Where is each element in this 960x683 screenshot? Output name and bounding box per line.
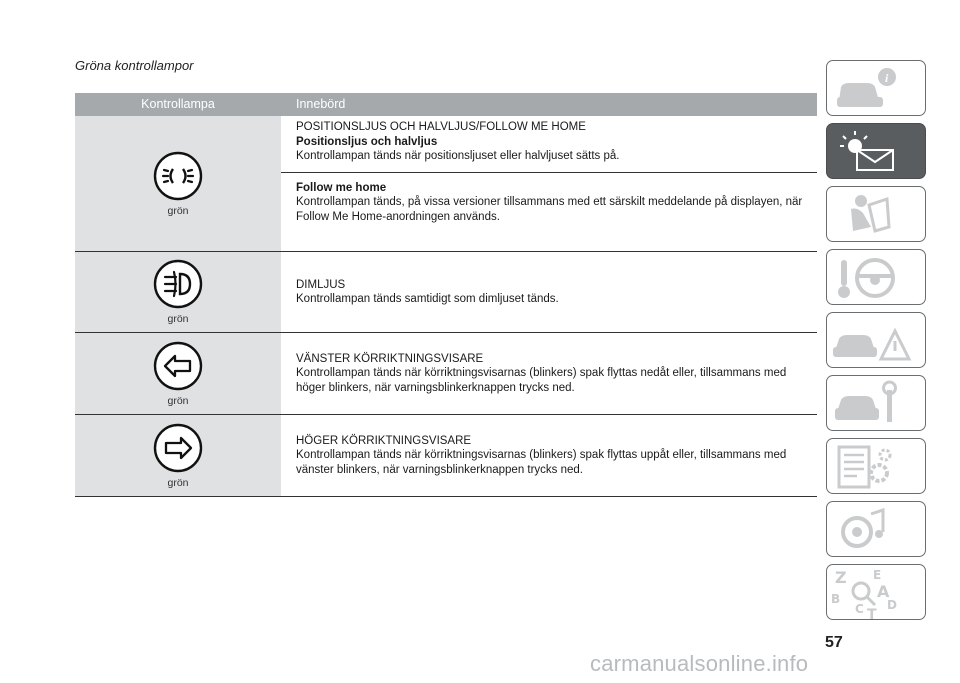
tab-emergency[interactable] — [826, 312, 926, 368]
description-text: Kontrollampan tänds samtidigt som dimljuset tänds. — [296, 293, 559, 305]
airbag-seat-icon — [827, 187, 926, 242]
warning-light-table — [75, 93, 817, 497]
car-wrench-icon — [827, 376, 926, 431]
header-kontrollampa: Kontrollampa — [141, 97, 215, 111]
index-letter: B — [831, 592, 841, 606]
description-cell — [281, 116, 817, 251]
table-row — [75, 252, 817, 333]
table-header — [75, 93, 817, 116]
header-innebord: Innebörd — [296, 97, 346, 111]
svg-text:i: i — [885, 71, 889, 85]
right-arrow-icon — [153, 423, 203, 473]
tab-multimedia[interactable] — [826, 501, 926, 557]
warning-light-envelope-icon — [827, 124, 926, 179]
document-gear-icon — [827, 439, 926, 494]
index-letter: E — [873, 568, 882, 582]
subheading: Positionsljus och halvljus — [296, 135, 438, 148]
table-row — [75, 333, 817, 415]
car-crash-warning-icon — [827, 313, 926, 368]
tab-maintenance[interactable] — [826, 375, 926, 431]
tab-safety[interactable] — [826, 186, 926, 242]
index-letter: C — [855, 602, 864, 616]
row-heading: POSITIONSLJUS OCH HALVLJUS/FOLLOW ME HOME — [296, 121, 586, 133]
steering-wheel-key-icon — [827, 250, 926, 305]
color-label: grön — [167, 313, 189, 325]
tab-warning-lights[interactable] — [826, 123, 926, 179]
fog-light-icon — [153, 259, 203, 309]
subheading: Follow me home — [296, 181, 387, 194]
description-cell — [281, 252, 817, 332]
description-cell — [281, 333, 817, 414]
index-letter: Z — [835, 568, 847, 587]
row-heading: DIMLJUS — [296, 278, 346, 291]
tab-index[interactable] — [826, 564, 926, 620]
icon-cell — [75, 333, 281, 414]
description-text: Kontrollampan tänds, på vissa versioner tillsammans med ett särskilt meddelande på displayen, när Follow Me Home-anordningen används. — [296, 196, 803, 223]
index-letter: A — [877, 582, 890, 601]
left-arrow-icon — [153, 341, 203, 391]
description-text: Kontrollampan tänds när körriktningsvisarnas (blinkers) spak flyttas nedåt eller, tillsammans med höger blinkers, när varningsblinkerknappen trycks ned. — [296, 367, 787, 394]
row-heading: VÄNSTER KÖRRIKTNINGSVISARE — [296, 352, 484, 365]
page-number: 57 — [825, 634, 843, 651]
tab-starting-driving[interactable] — [826, 249, 926, 305]
color-label: grön — [167, 476, 189, 489]
icon-cell — [75, 415, 281, 496]
table-row — [75, 116, 817, 252]
color-label: grön — [167, 394, 189, 407]
icon-cell — [75, 252, 281, 332]
index-search-icon — [827, 565, 926, 620]
description-text: Kontrollampan tänds när körriktningsvisarnas (blinkers) spak flyttas uppåt eller, tillsammans med vänster blinkers, när varningsblinkerknappen trycks ned. — [296, 449, 787, 476]
section-title: Gröna kontrollampor — [75, 58, 194, 73]
description-text: Kontrollampan tänds när positionsljuset eller halvljuset sätts på. — [296, 150, 620, 162]
sub-divider — [281, 172, 817, 173]
index-letter: D — [887, 598, 897, 612]
media-music-icon — [827, 502, 926, 557]
description-cell — [281, 415, 817, 496]
tab-car-info[interactable] — [826, 60, 926, 116]
color-label: grön — [167, 204, 189, 217]
position-lights-icon — [153, 151, 203, 201]
car-info-icon — [827, 61, 926, 116]
index-letter: T — [867, 607, 877, 621]
watermark: carmanualsonline.info — [590, 651, 809, 676]
table-row — [75, 415, 817, 497]
tab-technical-data[interactable] — [826, 438, 926, 494]
icon-cell — [75, 116, 281, 251]
row-heading: HÖGER KÖRRIKTNINGSVISARE — [296, 434, 472, 447]
